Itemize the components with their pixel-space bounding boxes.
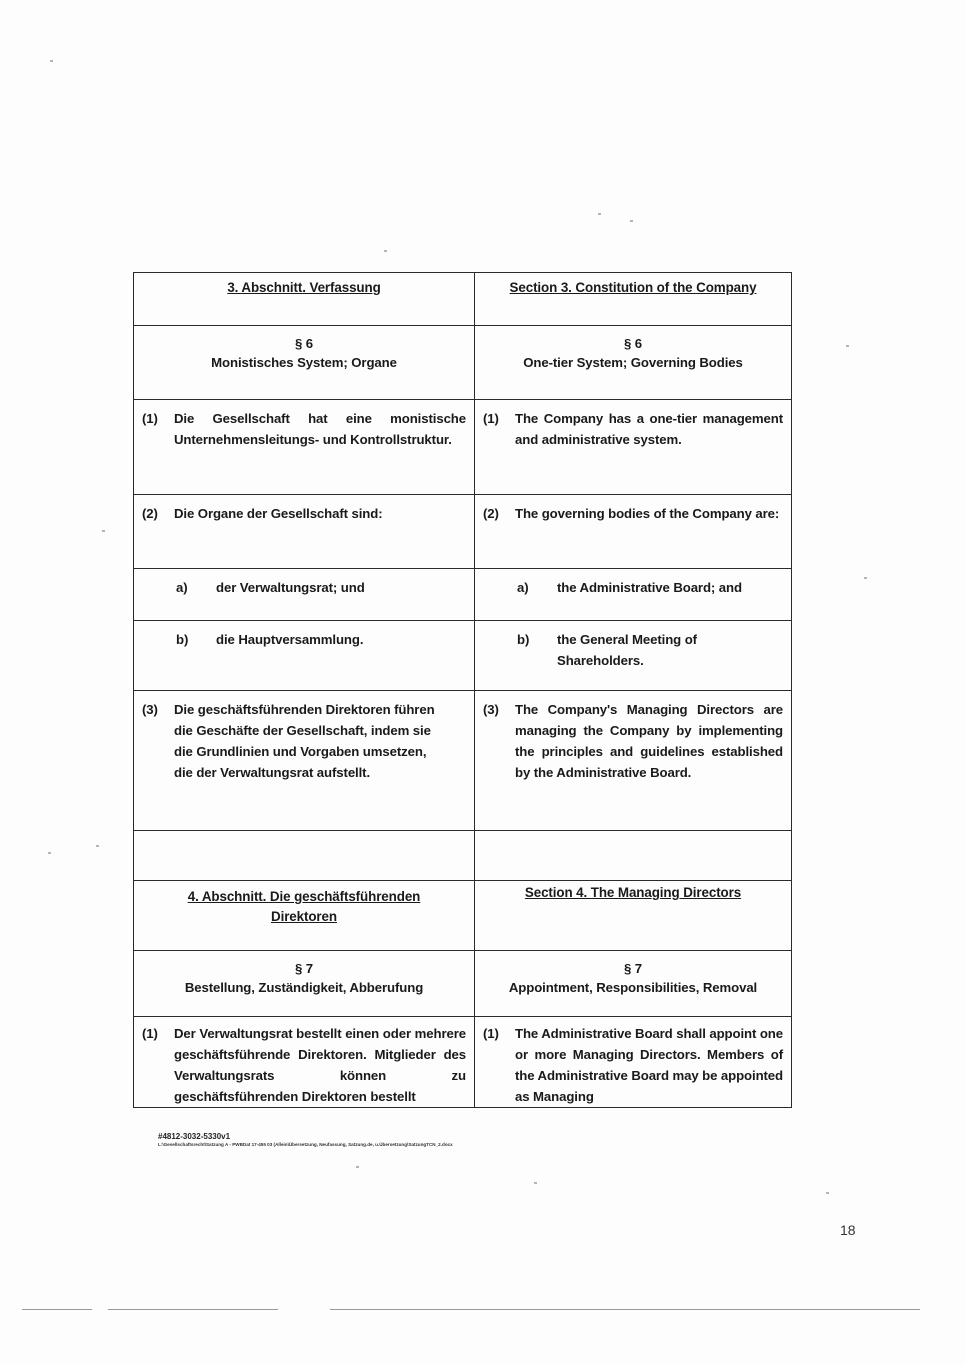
scan-speck (534, 1182, 537, 1184)
sub-clause-b-text-de: die Hauptversammlung. (216, 632, 364, 647)
scan-speck (96, 845, 99, 847)
table-cell-en (475, 691, 792, 831)
paragraph-7-title-en: Appointment, Responsibilities, Removal (508, 980, 758, 995)
clause-2-text-de: Die Organe der Gesellschaft sind: (174, 506, 383, 521)
table-row (134, 1017, 792, 1108)
clause-number: (1) (483, 1026, 499, 1041)
sub-clause-letter: b) (176, 632, 189, 647)
sub-clause-b-text-en: the General Meeting of Shareholders. (557, 632, 697, 668)
table-cell-en (475, 495, 792, 569)
paragraph-6-number-en: § 6 (623, 336, 643, 351)
clause-7-1-text-en: The Administrative Board shall appoint one or more Managing Directors. Members of the Administrative Board may be appointed as Managing (515, 1026, 784, 1104)
table-row (134, 831, 792, 881)
scan-speck (50, 60, 53, 62)
clause-1-text-de: Die Gesellschaft hat eine monistische Unternehmensleitungs- und Kontrollstruktur. (174, 411, 466, 447)
table-cell-de (134, 1017, 475, 1108)
table-row (134, 881, 792, 951)
scan-edge-line (22, 1309, 92, 1310)
table-cell-en (475, 273, 792, 326)
table-cell-en-empty (475, 831, 792, 881)
table-cell-de (134, 951, 475, 1017)
scan-edge-line (108, 1309, 278, 1310)
clause-number: (1) (142, 1026, 158, 1041)
paragraph-7-number-de: § 7 (294, 961, 314, 976)
table-cell-en (475, 951, 792, 1017)
bilingual-articles-table (133, 272, 792, 1108)
clause-number: (3) (142, 702, 158, 717)
paragraph-7-title-de: Bestellung, Zuständigkeit, Abberufung (184, 980, 424, 995)
document-id: #4812-3032-5330v1 (158, 1132, 231, 1141)
table-cell-en (475, 881, 792, 951)
scan-speck (826, 1192, 829, 1194)
table-row (134, 951, 792, 1017)
table-cell-en (475, 1017, 792, 1108)
section-3-heading-de: 3. Abschnitt. Verfassung (227, 280, 381, 295)
table-row (134, 400, 792, 495)
table-cell-de (134, 621, 475, 691)
clause-3-text-de: Die geschäftsführenden Direktoren führen die Geschäfte der Gesellschaft, indem sie die Grundlinien und Vorgaben umsetzen, die der Verwaltungsrat aufstellt. (174, 702, 435, 780)
scan-speck (356, 1166, 359, 1168)
table-row (134, 273, 792, 326)
table-cell-de (134, 691, 475, 831)
file-path: L:\Gesellschaftsrecht\Satzung A - PWBDat 17-455 03 (Allein\Übersetzung, Neufassung, Satzung.de, u.Übersetzung\SatzungTCN_2.docx (158, 1142, 453, 1147)
table-cell-de (134, 400, 475, 495)
section-4-heading-de: 4. Abschnitt. Die geschäftsführenden Direktoren (187, 889, 421, 924)
clause-3-text-en: The Company's Managing Directors are managing the Company by implementing the principles and guidelines established by the Administrative Board. (515, 702, 783, 780)
section-4-heading-en: Section 4. The Managing Directors (524, 885, 742, 900)
clause-number: (1) (483, 411, 499, 426)
section-3-heading-en: Section 3. Constitution of the Company (509, 280, 757, 295)
sub-clause-a-text-en: the Administrative Board; and (557, 580, 742, 595)
table-cell-de (134, 273, 475, 326)
table-cell-de (134, 881, 475, 951)
table-row (134, 569, 792, 621)
table-row (134, 326, 792, 400)
sub-clause-letter: b) (517, 632, 530, 647)
table-cell-en (475, 569, 792, 621)
scan-speck (598, 213, 601, 215)
scan-speck (630, 220, 633, 222)
paragraph-6-title-en: One-tier System; Governing Bodies (523, 355, 743, 370)
clause-number: (3) (483, 702, 499, 717)
clause-7-1-text-de: Der Verwaltungsrat bestellt einen oder mehrere geschäftsführende Direktoren. Mitglieder des Verwaltungsrats können zu geschäftsführenden Direktoren bestellt (174, 1026, 466, 1104)
scan-edge-line (330, 1309, 920, 1310)
page-number: 18 (840, 1222, 856, 1238)
paragraph-6-number-de: § 6 (294, 336, 314, 351)
scan-speck (102, 530, 105, 532)
paragraph-6-title-de: Monistisches System; Organe (211, 355, 397, 370)
sub-clause-letter: a) (517, 580, 529, 595)
table-cell-de (134, 495, 475, 569)
table-cell-en (475, 621, 792, 691)
table-cell-de (134, 326, 475, 400)
clause-number: (2) (483, 506, 499, 521)
table-cell-en (475, 326, 792, 400)
table-row (134, 495, 792, 569)
table-cell-de-empty (134, 831, 475, 881)
paragraph-7-number-en: § 7 (623, 961, 643, 976)
table-row (134, 691, 792, 831)
scan-speck (846, 345, 849, 347)
scan-speck (48, 852, 51, 854)
table-cell-en (475, 400, 792, 495)
sub-clause-letter: a) (176, 580, 188, 595)
clause-2-text-en: The governing bodies of the Company are: (515, 506, 780, 521)
sub-clause-a-text-de: der Verwaltungsrat; und (216, 580, 365, 595)
table-row (134, 621, 792, 691)
table-cell-de (134, 569, 475, 621)
clause-1-text-en: The Company has a one-tier management and administrative system. (515, 411, 783, 447)
scan-speck (384, 250, 387, 252)
clause-number: (1) (142, 411, 158, 426)
clause-number: (2) (142, 506, 158, 521)
scan-speck (864, 577, 867, 579)
